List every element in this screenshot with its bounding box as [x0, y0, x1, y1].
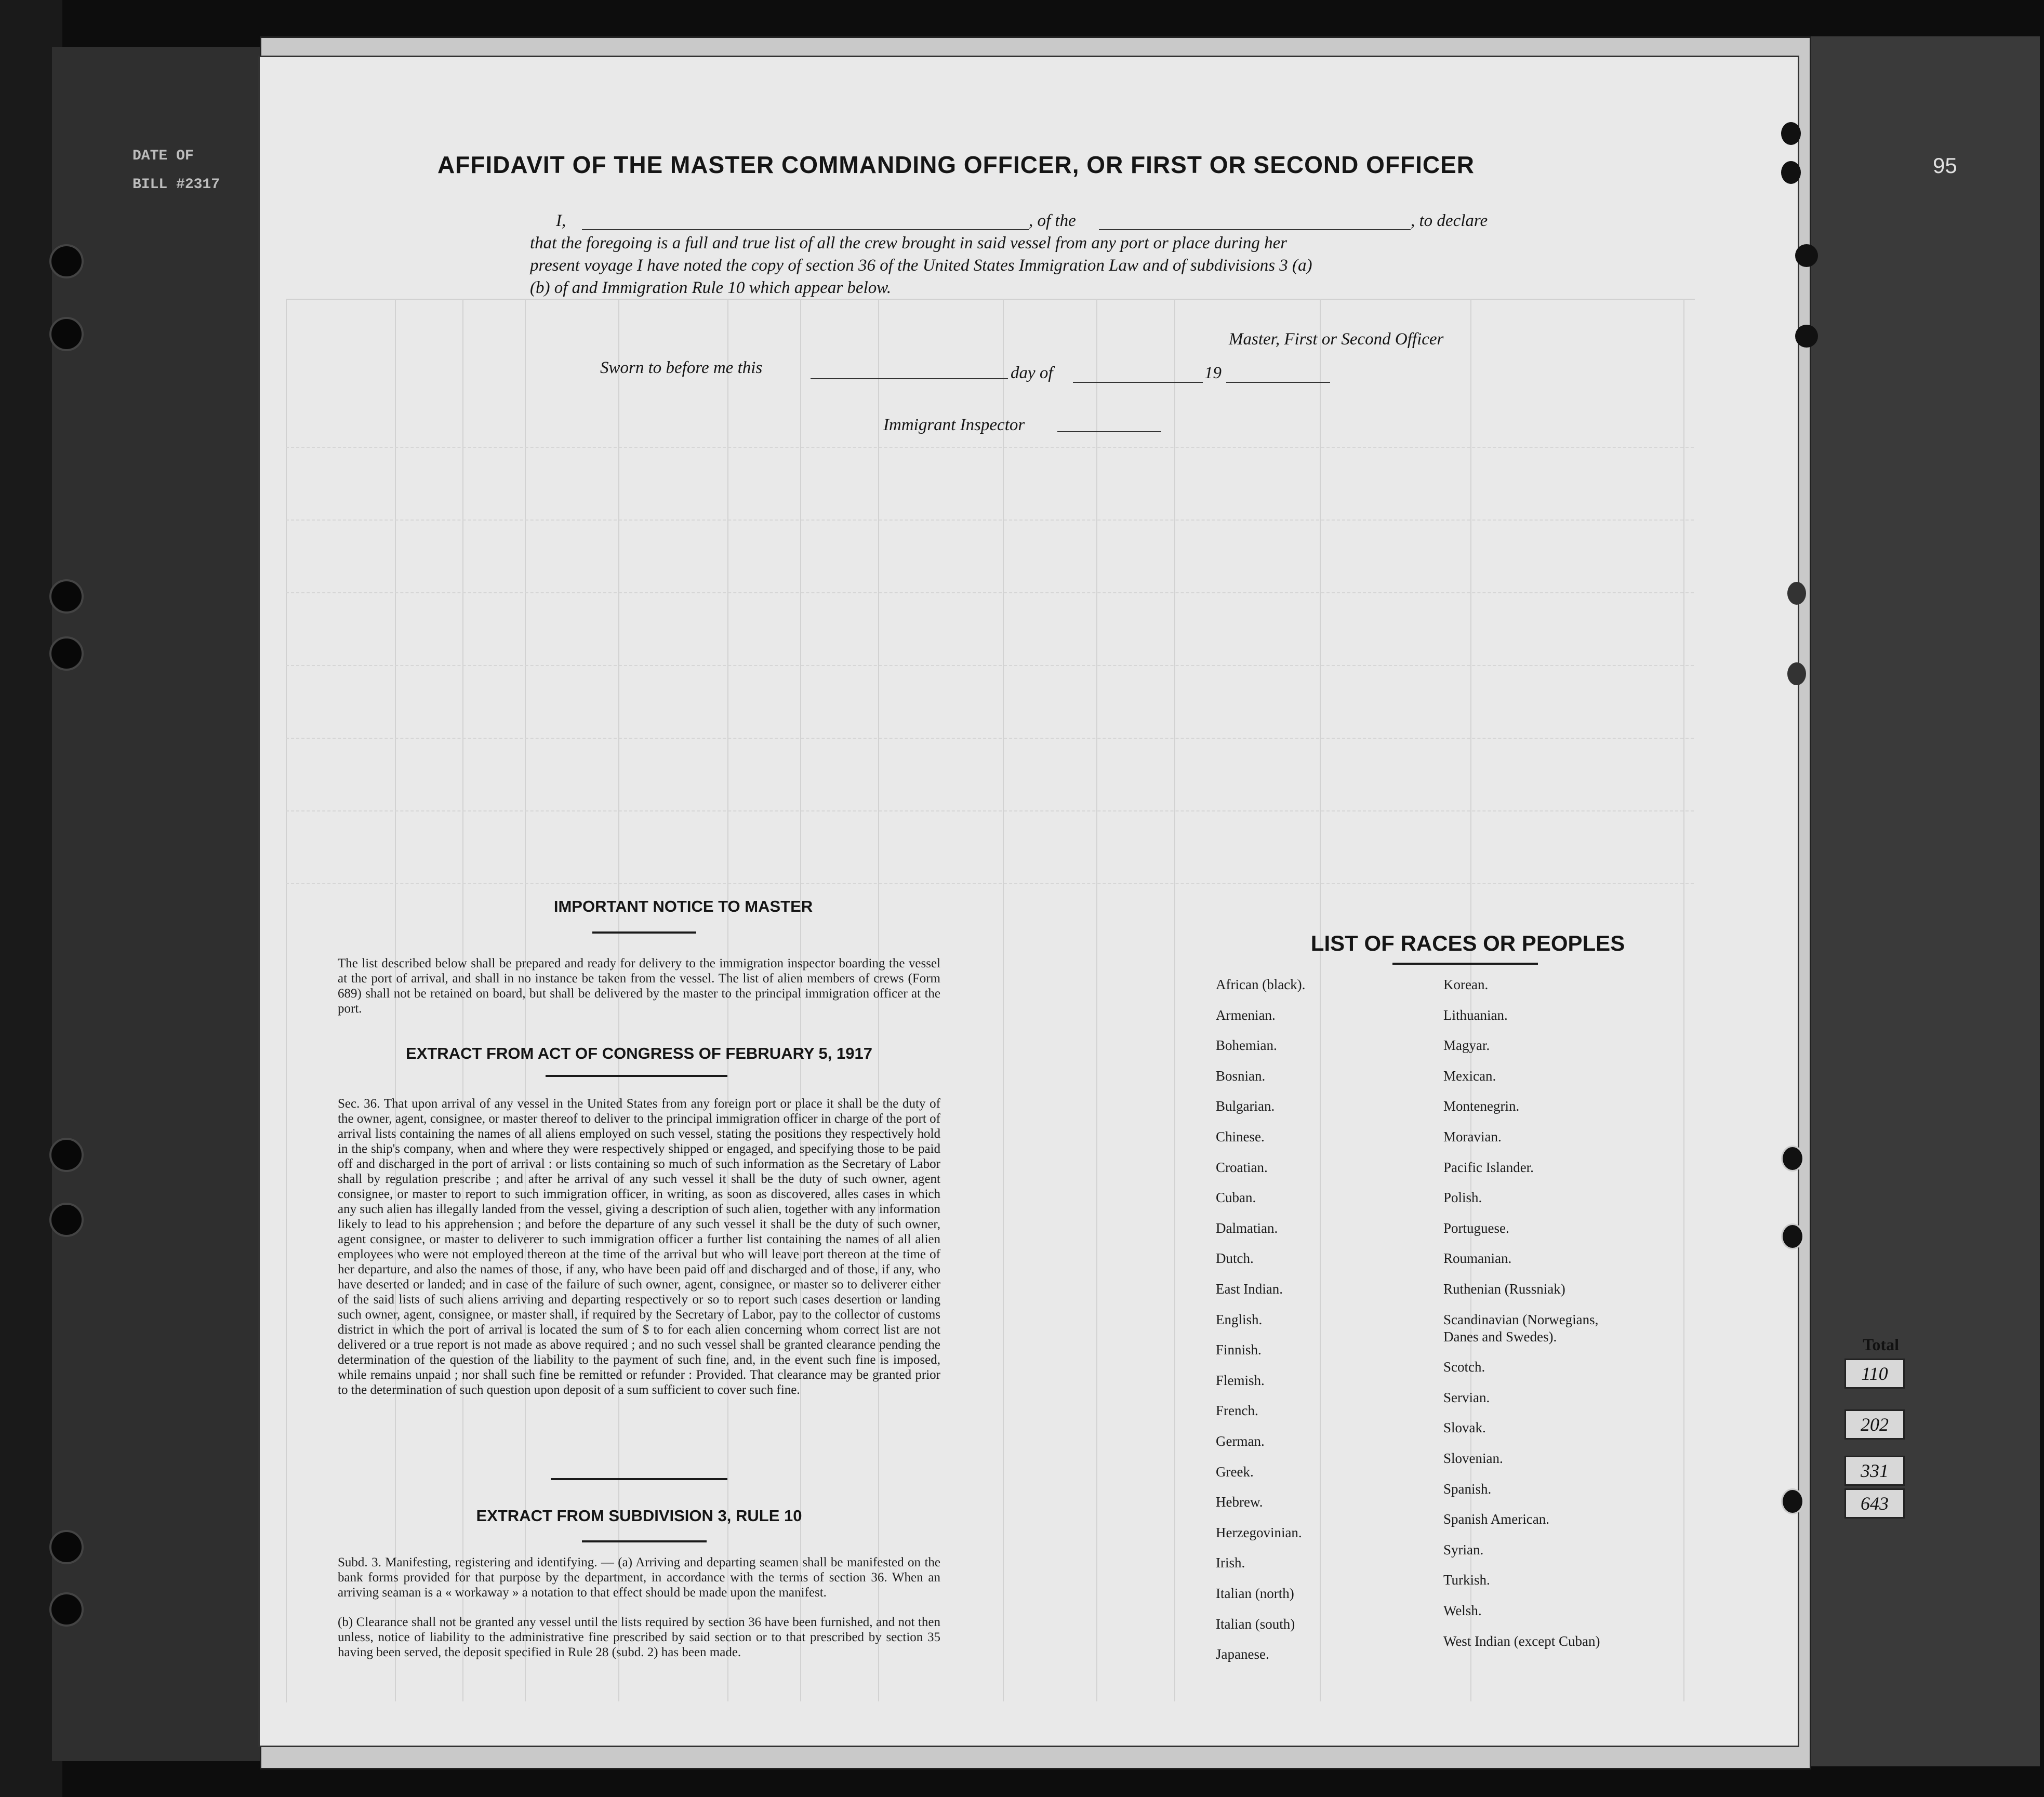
subdivision-3b-text: (b) Clearance shall not be granted any vessel until the lists required by section 36 have been furnished, and not then unless, notice of liability to the administrative fine prescribed by said section or to that prescribed by section 35 having been served, the deposit specified in Rule 28 (subd. 2) has been made.: [338, 1615, 940, 1659]
race-entry: Korean.: [1443, 977, 1489, 992]
heading-rule: [551, 1478, 727, 1480]
day-of-label: day of: [1011, 364, 1053, 382]
punch-hole: [49, 579, 84, 614]
affidavit-line-2: that the foregoing is a full and true list of all the crew brought in said vessel from any port or place during her: [530, 234, 1288, 252]
race-entry: Finnish.: [1216, 1342, 1262, 1358]
punch-hole: [1781, 1146, 1804, 1172]
race-entry: Polish.: [1443, 1190, 1482, 1206]
race-entry: Servian.: [1443, 1389, 1490, 1405]
race-entry: Irish.: [1216, 1555, 1245, 1571]
punch-hole: [1781, 1488, 1804, 1514]
race-entry: Armenian.: [1216, 1007, 1276, 1023]
faded-row-line: [286, 738, 1694, 739]
declarant-name-line: [582, 229, 1029, 230]
notice-text: The list described below shall be prepared and ready for delivery to the immigration inspector boarding the vessel at the port of arrival, and shall in no instance be taken from the vessel. The list of alien members of crews (Form 689) shall not be retained on board, but shall be delivered by the master to the principal immigration officer at the port.: [338, 956, 940, 1016]
race-entry: Bulgarian.: [1216, 1098, 1275, 1114]
race-entry: Montenegrin.: [1443, 1098, 1520, 1114]
race-entry: Scotch.: [1443, 1359, 1485, 1375]
faded-row-line: [286, 810, 1694, 811]
race-entry: Lithuanian.: [1443, 1007, 1508, 1023]
race-entry: Danes and Swedes).: [1443, 1328, 1557, 1345]
race-entry: Chinese.: [1216, 1129, 1265, 1144]
punch-hole: [1781, 122, 1801, 145]
race-entry: English.: [1216, 1311, 1263, 1327]
section-36-text: Sec. 36. That upon arrival of any vessel in the United States from any foreign port or place it shall be the duty of the owner, agent, consignee, or master thereof to deliver to the principal immigration officer in charge of the port of arrival lists containing the names of all aliens employed on such vessel, stating the positions they respectively hold in the ship's company, when and where they were respectively shipped or engaged, and specifying those to be paid off and discharged in the port of arrival : or lists containing so much of such information as the Secretary of Labor shall by regulation prescribe ; and after he arrival of any such vessel it shall be the duty of such owner, agent consignee, or master to report to such immigration officer, in writing, as soon as discovered, alles cases in which any such alien has illegally landed from the vessel, giving a description of such alien, together with any information likely to lead to his apprehension ; and before the departure of any such vessel it shall be the duty of such owner, agent consignee, or master to deliverer to such immigration officer a further list containing the names of all alien employees who were not employed thereon at the time of the arrival but who will leave port thereon at the time of her departure, and also the names of those, if any, who have been paid off and discharged and of those, if any, who have deserted or landed; and in case of the failure of such owner, agent, consignee, or master so to deliverer either of the said lists of such aliens arriving and departing respectively or so to report such cases desertion or landing such owner, agent, consignee, or master shall, if required by the Secretary of Labor, pay to the collector of customs district in which the port of arrival is located the sum of $ to for each alien concerning whom correct list are not delivered or a true report is not made as above required ; and no such vessel shall be granted clearance pending the determination of the question of the liability to the payment of such fine, and, in the event such fine is imposed, while remains unpaid ; nor shall such fine be remitted or refunder : Provided. That clearance may be granted prior to the determination of such question upon deposit of a sum sufficient to cover such fine.: [338, 1097, 940, 1397]
subdivision-3a-text: Subd. 3. Manifesting, registering and identifying. — (a) Arriving and departing seamen shall be manifested on the bank forms provided for that purpose by the department, in accordance with the terms of section 36. When an arriving seaman is a « workaway » a notation to that effect should be made upon the manifest.: [338, 1555, 940, 1600]
race-entry: Italian (south): [1216, 1616, 1295, 1632]
left-back-sheet: [52, 47, 283, 1761]
punch-hole: [1787, 582, 1806, 605]
vessel-prefix: , of the: [1029, 211, 1076, 230]
race-entry: Hebrew.: [1216, 1494, 1263, 1510]
bill-stamp: BILL #2317: [132, 177, 220, 193]
race-entry: Japanese.: [1216, 1646, 1269, 1662]
notice-heading: IMPORTANT NOTICE TO MASTER: [553, 897, 813, 915]
races-heading: LIST OF RACES OR PEOPLES: [1310, 931, 1625, 955]
heading-rule: [592, 931, 696, 934]
race-entry: Slovenian.: [1443, 1450, 1503, 1466]
race-entry: Pacific Islander.: [1443, 1159, 1534, 1175]
race-entry: Cuban.: [1216, 1190, 1256, 1206]
punch-hole: [1781, 1223, 1804, 1249]
year-prefix: 19: [1204, 364, 1222, 382]
inspector-signature-line: [1057, 431, 1161, 432]
race-entry: East Indian.: [1216, 1281, 1283, 1297]
race-entry: Bosnian.: [1216, 1068, 1266, 1084]
tally-value: 202: [1844, 1409, 1905, 1440]
declare-suffix: , to declare: [1411, 211, 1488, 230]
race-entry: West Indian (except Cuban): [1443, 1633, 1600, 1649]
race-entry: Mexican.: [1443, 1068, 1496, 1084]
tally-value: 110: [1844, 1359, 1905, 1389]
affidavit-line-3: present voyage I have noted the copy of section 36 of the United States Immigration Law and of subdivisions 3 (a): [530, 256, 1312, 275]
tally-value: 331: [1844, 1456, 1905, 1486]
faded-row-line: [286, 447, 1694, 448]
punch-hole: [1795, 325, 1818, 348]
inspector-label: Immigrant Inspector: [883, 416, 1025, 434]
race-entry: African (black).: [1216, 977, 1306, 992]
race-entry: Croatian.: [1216, 1159, 1268, 1175]
rule-extract-heading: EXTRACT FROM SUBDIVISION 3, RULE 10: [476, 1507, 802, 1525]
faded-column-line: [1174, 299, 1175, 1701]
race-entry: Magyar.: [1443, 1037, 1490, 1054]
heading-rule: [546, 1075, 727, 1077]
race-entry: Slovak.: [1443, 1420, 1486, 1436]
race-entry: Portuguese.: [1443, 1220, 1509, 1236]
race-entry: German.: [1216, 1433, 1265, 1449]
faded-column-line: [1320, 299, 1321, 1701]
faded-row-line: [286, 520, 1694, 521]
race-entry: Roumanian.: [1443, 1250, 1512, 1267]
heading-rule: [582, 1540, 707, 1542]
race-entry: Welsh.: [1443, 1603, 1482, 1618]
punch-hole: [1781, 161, 1801, 184]
master-signature-label: Master, First or Second Officer: [1229, 330, 1444, 349]
punch-hole: [49, 244, 84, 278]
punch-hole: [49, 1203, 84, 1237]
tally-value: 643: [1844, 1488, 1905, 1519]
year-line: [1226, 382, 1330, 383]
race-entry: Syrian.: [1443, 1541, 1484, 1558]
faded-row-line: [286, 883, 1694, 884]
faded-row-line: [286, 665, 1694, 666]
act-extract-heading: EXTRACT FROM ACT OF CONGRESS OF FEBRUARY 5, 1917: [406, 1044, 872, 1062]
punch-hole: [49, 1592, 84, 1627]
punch-hole: [49, 317, 84, 351]
race-entry: Ruthenian (Russniak): [1443, 1281, 1565, 1297]
punch-hole: [1787, 662, 1806, 685]
race-entry: Flemish.: [1216, 1372, 1265, 1388]
page-number: 95: [1933, 153, 1957, 178]
affidavit-line-4: (b) of and Immigration Rule 10 which appear below.: [530, 278, 892, 297]
race-entry: Dutch.: [1216, 1250, 1254, 1267]
race-entry: Bohemian.: [1216, 1037, 1277, 1054]
punch-hole: [49, 1138, 84, 1172]
declarant-prefix: I,: [556, 211, 566, 230]
race-entry: French.: [1216, 1403, 1258, 1419]
race-entry: Spanish American.: [1443, 1511, 1549, 1527]
race-entry: Italian (north): [1216, 1586, 1294, 1601]
race-entry: Turkish.: [1443, 1572, 1490, 1588]
affidavit-title: AFFIDAVIT OF THE MASTER COMMANDING OFFICER, OR FIRST OR SECOND OFFICER: [437, 151, 1475, 178]
punch-hole: [1795, 244, 1818, 267]
sworn-day-line: [811, 378, 1008, 379]
faded-column-line: [1096, 299, 1097, 1701]
date-stamp: DATE OF: [132, 148, 194, 164]
race-entry: Spanish.: [1443, 1481, 1492, 1497]
punch-hole: [49, 636, 84, 671]
sworn-label: Sworn to before me this: [600, 358, 763, 377]
race-entry: Greek.: [1216, 1463, 1254, 1480]
race-entry: Moravian.: [1443, 1129, 1502, 1144]
race-entry: Dalmatian.: [1216, 1220, 1278, 1236]
punch-hole: [49, 1530, 84, 1564]
faded-column-line: [1683, 299, 1684, 1701]
month-line: [1073, 382, 1203, 383]
vessel-name-line: [1099, 229, 1411, 230]
heading-rule: [1392, 963, 1538, 965]
faded-column-line: [1003, 299, 1004, 1701]
total-label: Total: [1863, 1335, 1899, 1354]
race-entry: Herzegovinian.: [1216, 1524, 1302, 1540]
race-entry: Scandinavian (Norwegians,: [1443, 1311, 1599, 1327]
faded-row-line: [286, 592, 1694, 593]
